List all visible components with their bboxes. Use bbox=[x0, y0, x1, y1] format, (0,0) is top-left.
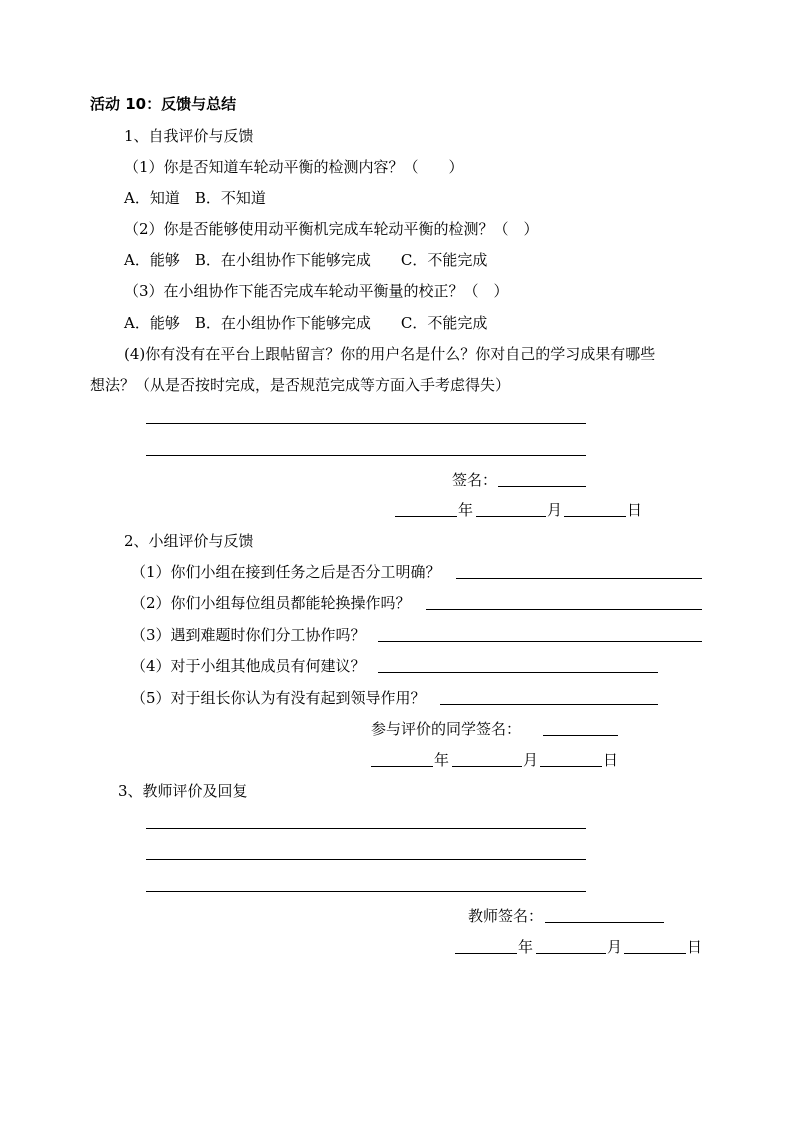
answer-field-5[interactable] bbox=[440, 704, 658, 705]
answer-field-1[interactable] bbox=[456, 578, 702, 579]
month-label: 月 bbox=[523, 751, 539, 769]
year-field[interactable] bbox=[455, 953, 517, 954]
answer-line[interactable] bbox=[146, 891, 586, 892]
section3-heading: 3、教师评价及回复 bbox=[118, 782, 248, 800]
answer-field-3[interactable] bbox=[378, 641, 702, 642]
section1-question-1-options: A．知道 B．不知道 bbox=[124, 189, 266, 207]
section1-question-4-line-1: (4)你有没有在平台上跟帖留言？你的用户名是什么？你对自己的学习成果有哪些 bbox=[124, 345, 656, 363]
day-field[interactable] bbox=[624, 953, 686, 954]
year-field[interactable] bbox=[371, 766, 433, 767]
answer-line[interactable] bbox=[146, 455, 586, 456]
peer-signature-label: 参与评价的同学签名： bbox=[371, 720, 522, 738]
section1-heading: 1、自我评价与反馈 bbox=[124, 127, 254, 145]
section1-question-2: （2）你是否能够使用动平衡机完成车轮动平衡的检测？（ ） bbox=[124, 220, 539, 238]
answer-line[interactable] bbox=[146, 859, 586, 860]
section1-question-1: （1）你是否知道车轮动平衡的检测内容？（ ） bbox=[124, 158, 464, 176]
section1-question-3: （3）在小组协作下能否完成车轮动平衡量的校正？（ ） bbox=[124, 282, 509, 300]
answer-field-4[interactable] bbox=[378, 672, 658, 673]
section1-question-3-options: A．能够 B．在小组协作下能够完成 C．不能完成 bbox=[124, 314, 488, 332]
month-field[interactable] bbox=[536, 953, 606, 954]
year-field[interactable] bbox=[395, 516, 457, 517]
section2-heading: 2、小组评价与反馈 bbox=[124, 532, 254, 550]
section2-question-4: （4）对于小组其他成员有何建议？ bbox=[131, 657, 366, 675]
section2-question-2: （2）你们小组每位组员都能轮换操作吗？ bbox=[131, 594, 411, 612]
signature-field[interactable] bbox=[498, 486, 586, 487]
section2-question-5: （5）对于组长你认为有没有起到领导作用？ bbox=[131, 689, 426, 707]
peer-signature-field[interactable] bbox=[543, 735, 618, 736]
answer-line[interactable] bbox=[146, 828, 586, 829]
year-label: 年 bbox=[518, 938, 534, 956]
section1-question-2-options: A．能够 B．在小组协作下能够完成 C．不能完成 bbox=[124, 251, 488, 269]
day-field[interactable] bbox=[540, 766, 602, 767]
day-field[interactable] bbox=[564, 516, 626, 517]
signature-label: 签名： bbox=[452, 471, 498, 489]
section2-question-1: （1）你们小组在接到任务之后是否分工明确？ bbox=[131, 563, 441, 581]
page-title: 活动 10：反馈与总结 bbox=[90, 95, 237, 113]
section1-question-4-line-2: 想法？（从是否按时完成，是否规范完成等方面入手考虑得失） bbox=[90, 376, 511, 394]
section2-question-3: （3）遇到难题时你们分工协作吗？ bbox=[131, 626, 366, 644]
answer-field-2[interactable] bbox=[426, 609, 702, 610]
day-label: 日 bbox=[627, 501, 643, 519]
day-label: 日 bbox=[603, 751, 619, 769]
month-label: 月 bbox=[547, 501, 563, 519]
answer-line[interactable] bbox=[146, 423, 586, 424]
month-field[interactable] bbox=[476, 516, 546, 517]
teacher-signature-field[interactable] bbox=[545, 922, 664, 923]
month-field[interactable] bbox=[452, 766, 522, 767]
day-label: 日 bbox=[687, 938, 703, 956]
year-label: 年 bbox=[434, 751, 450, 769]
year-label: 年 bbox=[458, 501, 474, 519]
teacher-signature-label: 教师签名： bbox=[468, 907, 544, 925]
month-label: 月 bbox=[607, 938, 623, 956]
